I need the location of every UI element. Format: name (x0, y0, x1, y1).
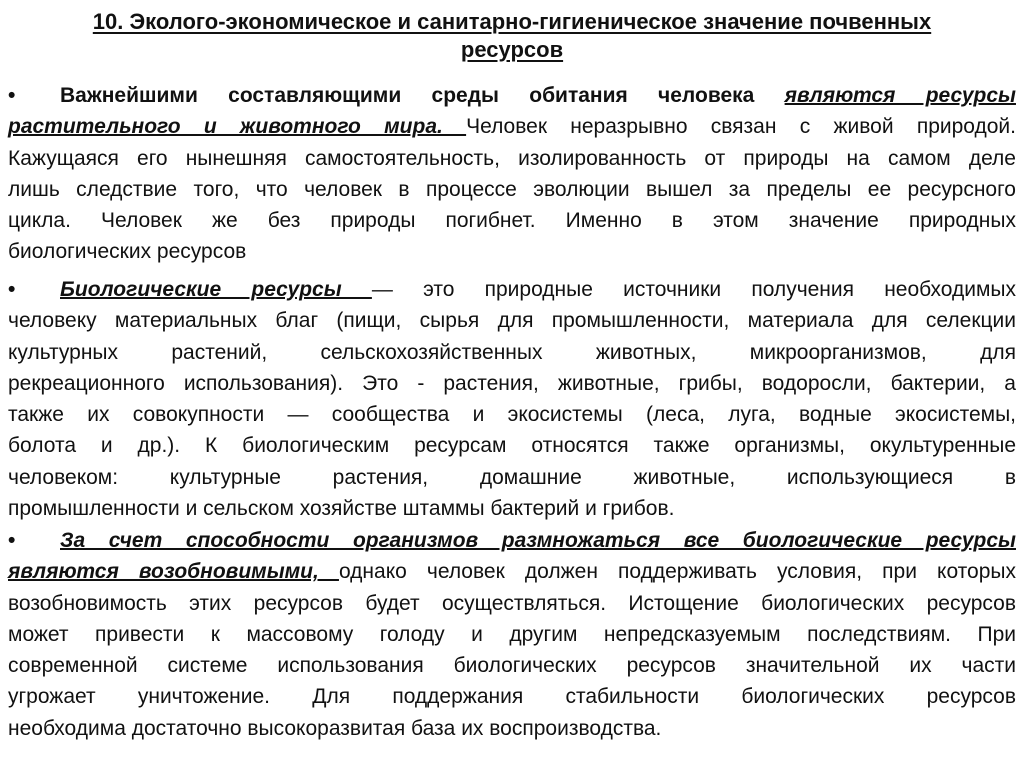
text-line (8, 399, 1016, 430)
text-line (8, 430, 1016, 461)
title-text: 10. Эколого-экономическое и санитарно-гигиеническое значение почвенных (92, 9, 932, 34)
body-text: необходима достаточно высокоразвитая база их воспроизводства. (8, 716, 662, 740)
bullet-paragraph-2 (8, 274, 1016, 524)
text-line (8, 111, 1016, 142)
body-text: — это природные источники получения необходимых (371, 278, 1016, 301)
body-text: рекреационного использования). Это - растения, животные, грибы, водоросли, бактерии, а (8, 371, 1016, 395)
body-text: также их совокупности — сообщества и экосистемы (леса, луга, водные экосистемы, (8, 403, 1016, 427)
emphasis-text: За счет способности организмов размножаться все биологические ресурсы (60, 529, 1016, 552)
text-line (8, 650, 1016, 681)
text-line (8, 368, 1016, 399)
slide-title-line-2 (0, 36, 1024, 64)
text-line (8, 274, 1016, 305)
body-text: может привести к массовому голоду и другим непредсказуемым последствиям. При (8, 622, 1016, 646)
text-line (8, 205, 1016, 236)
text-line (8, 493, 1016, 524)
body-text: промышленности и сельском хозяйстве штаммы бактерий и грибов. (8, 497, 675, 521)
body-text: однако человек должен поддерживать условия, при которых (338, 560, 1017, 584)
bullet-icon: • (8, 84, 16, 107)
slide-title-line-1 (0, 8, 1024, 36)
bullet-paragraph-1 (8, 80, 1016, 268)
emphasis-text: растительного и животного мира. (8, 115, 467, 139)
body-text: цикла. Человек же без природы погибнет. Именно в этом значение природных (8, 209, 1016, 233)
emphasis-text: Биологические ресурсы (60, 278, 372, 301)
body-text: болота и др.). К биологическим ресурсам относятся также организмы, окультуренные (8, 434, 1016, 458)
body-text: Человек неразрывно связан с живой природой. (466, 115, 1016, 139)
text-line (8, 80, 1016, 111)
text-line (8, 143, 1016, 174)
text-line (8, 619, 1016, 650)
body-text: человеком: культурные растения, домашние животные, использующиеся в (8, 465, 1016, 489)
emphasis-text: являются ресурсы (784, 84, 1016, 107)
text-line (8, 337, 1016, 368)
body-text: человеку материальных благ (пищи, сырья для промышленности, материала для селекции (8, 309, 1016, 333)
bullet-paragraph-3 (8, 525, 1016, 744)
text-line (8, 174, 1016, 205)
body-text: лишь следствие того, что человек в процессе эволюции вышел за пределы ее ресурсного (8, 177, 1016, 201)
body-text: современной системе использования биологических ресурсов значительной их части (8, 654, 1016, 678)
bullet-icon: • (8, 278, 16, 301)
text-line (8, 305, 1016, 336)
text-line (8, 556, 1016, 587)
text-line (8, 525, 1016, 556)
body-text: культурных растений, сельскохозяйственных животных, микроорганизмов, для (8, 340, 1016, 364)
body-text: биологических ресурсов (8, 240, 247, 264)
text-line (8, 236, 1016, 267)
emphasis-text: являются возобновимыми, (8, 560, 339, 584)
text-line (8, 681, 1016, 712)
body-text: Важнейшими составляющими среды обитания человека (60, 84, 785, 107)
body-text: угрожает уничтожение. Для поддержания стабильности биологических ресурсов (8, 685, 1016, 709)
body-text: Кажущаяся его нынешняя самостоятельность, изолированность от природы на самом деле (8, 146, 1016, 170)
bullet-icon: • (8, 529, 16, 552)
body-text: возобновимость этих ресурсов будет осуществляться. Истощение биологических ресурсов (8, 591, 1016, 615)
text-line (8, 713, 1016, 744)
text-line (8, 462, 1016, 493)
title-text: ресурсов (460, 37, 564, 62)
text-line (8, 588, 1016, 619)
